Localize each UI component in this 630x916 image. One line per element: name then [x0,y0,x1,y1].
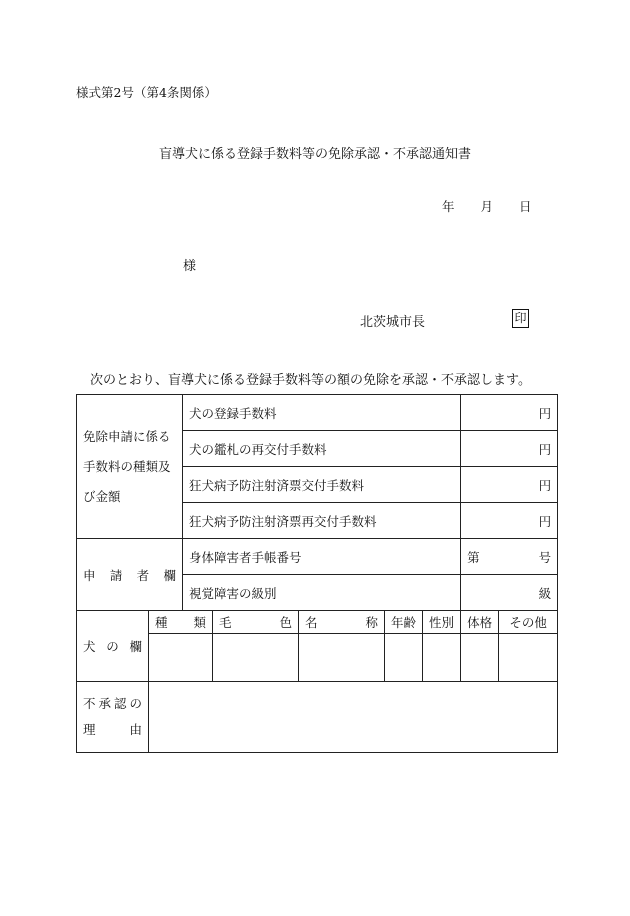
grade-label: 視覚障害の級別 [183,575,461,611]
dog-header-name: 名称 [299,611,385,634]
dog-header-color: 毛色 [213,611,299,634]
applicant-row [77,539,558,575]
form-number: 様式第2号（第4条関係） [76,85,217,100]
rejection-reason-cell[interactable] [149,682,558,753]
date-day-label: 日 [519,199,532,214]
issuer-name: 北茨城市長 [360,315,426,330]
date-month-label: 月 [480,199,494,214]
dog-sex-cell[interactable] [423,634,461,682]
fee-row [77,395,558,431]
cert-number-label: 身体障害者手帳番号 [183,539,461,575]
cert-number-cell[interactable] [461,539,558,575]
intro-text: 次のとおり、盲導犬に係る登録手数料等の額の免除を承認・不承認します。 [90,373,531,388]
issue-date [442,197,532,215]
rejection-section-label: 不承認の理由 [77,682,149,753]
dog-type-cell[interactable] [149,634,213,682]
fee-amount-cell[interactable]: 円 [461,467,558,503]
fee-label: 犬の登録手数料 [183,395,461,431]
dog-build-cell[interactable] [461,634,499,682]
dog-header-type: 種類 [149,611,213,634]
cert-prefix: 第 [467,549,480,565]
dog-header-row [77,611,558,634]
fee-label: 狂犬病予防注射済票交付手数料 [183,467,461,503]
fee-label: 犬の鑑札の再交付手数料 [183,431,461,467]
dog-age-cell[interactable] [385,634,423,682]
fee-label: 狂犬病予防注射済票再交付手数料 [183,503,461,539]
rejection-row [77,682,558,753]
grade-cell[interactable]: 級 [461,575,558,611]
dog-header-other: その他 [499,611,558,634]
dog-name-cell[interactable] [299,634,385,682]
dog-color-cell[interactable] [213,634,299,682]
applicant-section-label: 申請者欄 [77,539,183,611]
dog-header-age: 年齢 [385,611,423,634]
dog-header-sex: 性別 [423,611,461,634]
document-title: 盲導犬に係る登録手数料等の免除承認・不承認通知書 [158,147,471,162]
notice-table [76,394,558,753]
fee-amount-cell[interactable]: 円 [461,395,558,431]
fee-amount-cell[interactable]: 円 [461,503,558,539]
dog-entry-row [77,634,558,682]
dog-section-label: 犬の欄 [77,611,149,682]
recipient-suffix: 様 [183,259,197,274]
date-year-label: 年 [442,199,455,214]
seal-mark: 印 [512,309,529,328]
dog-header-build: 体格 [461,611,499,634]
cert-suffix: 号 [538,549,552,565]
fee-amount-cell[interactable]: 円 [461,431,558,467]
dog-other-cell[interactable] [499,634,558,682]
fee-section-label: 免除申請に係る手数料の種類及び金額 [77,395,183,539]
